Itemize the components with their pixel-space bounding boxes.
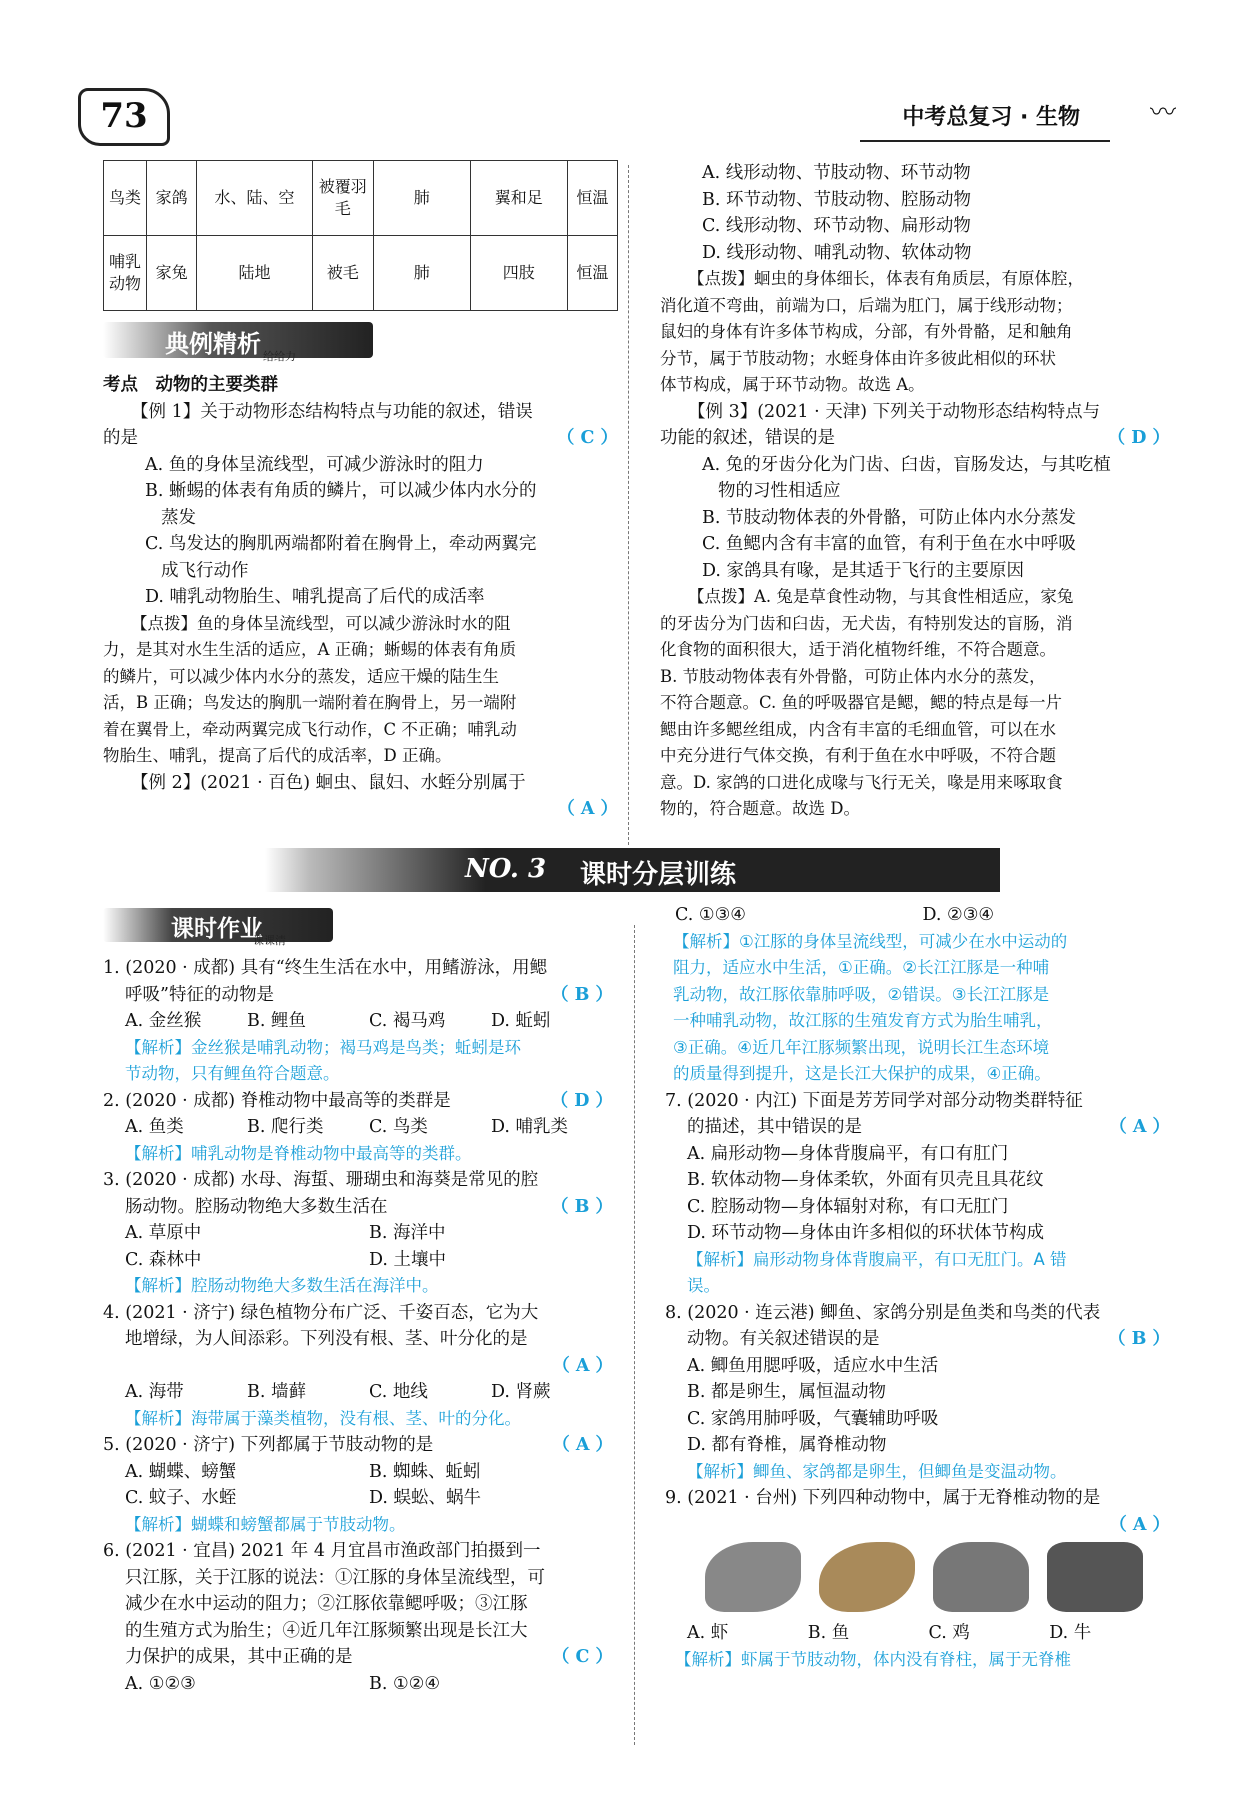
section-heading-homework bbox=[103, 908, 333, 947]
page-number: 73 bbox=[78, 88, 170, 146]
option-row bbox=[103, 1008, 613, 1035]
answer: （ B ） bbox=[551, 984, 613, 1005]
option: C. ①③④ bbox=[675, 905, 746, 925]
option: B. 蜘蛛、蚯蚓 bbox=[369, 1461, 481, 1482]
example-note bbox=[660, 266, 1170, 399]
option-cont: 蒸发 bbox=[161, 507, 196, 528]
question-stem: 9. (2021 · 台州) 下列四种动物中，属于无脊椎动物的是 bbox=[665, 1488, 1101, 1508]
question-stem: 动物。有关叙述错误的是 （ B ） bbox=[665, 1326, 1170, 1353]
note-line: 物胎生、哺乳，提高了后代的成活率，D 正确。 bbox=[103, 746, 452, 765]
question-stem: 地增绿，为人间添彩。下列没有根、茎、叶分化的是 bbox=[125, 1329, 528, 1349]
option-row bbox=[665, 1620, 1170, 1647]
note-line: 【点拨】蛔虫的身体细长，体表有角质层，有原体腔， bbox=[688, 269, 1084, 288]
note-line: 不符合题意。C. 鱼的呼吸器官是鳃，鳃的特点是每一片 bbox=[660, 693, 1063, 712]
option: A. 蝴蝶、螃蟹 bbox=[125, 1461, 237, 1482]
answer: （ B ） bbox=[1108, 1329, 1170, 1349]
question-stem: 2. (2020 · 成都) 脊椎动物中最高等的类群是 （ D ） bbox=[103, 1088, 613, 1115]
question-stem: 6. (2021 · 宜昌) 2021 年 4 月宜昌市渔政部门拍摄到一 bbox=[103, 1541, 541, 1561]
option-row bbox=[665, 902, 1170, 929]
note-line: 鳃由许多鳃丝组成，内含有丰富的毛细血管，可以在水 bbox=[660, 719, 1056, 739]
analysis: 阻力，适应水中生活，①正确。②长江江豚是一种哺 bbox=[673, 958, 1050, 977]
question-stem: 只江豚，关于江豚的说法：①江豚的身体呈流线型，可 bbox=[125, 1567, 545, 1588]
option: D. 哺乳动物胎生、哺乳提高了后代的成活率 bbox=[145, 587, 485, 607]
option: C. 腔肠动物—身体辐射对称，有口无肛门 bbox=[687, 1196, 1009, 1217]
option: A. 扁形动物—身体背腹扁平，有口有肛门 bbox=[687, 1143, 1009, 1164]
header-rule bbox=[860, 140, 1110, 142]
note-line: 的鳞片，可以减少体内水分的蒸发，适应干燥的陆生生 bbox=[103, 666, 499, 686]
answer: （ D ） bbox=[1107, 428, 1170, 448]
table-row bbox=[104, 161, 618, 236]
answer: （ A ） bbox=[552, 1435, 613, 1455]
note-line: 分节，属于节肢动物；水蛭身体由许多彼此相似的环状 bbox=[660, 348, 1056, 368]
option: B. 鲤鱼 bbox=[247, 1011, 306, 1031]
option: B. 环节动物、节肢动物、腔肠动物 bbox=[702, 189, 971, 210]
banner-title: 课时分层训练 bbox=[580, 860, 737, 890]
note-line: 力，是其对水生生活的适应，A 正确；蜥蜴的体表有角质 bbox=[103, 640, 517, 659]
bird-icon: 〰 bbox=[1149, 98, 1176, 128]
note-line: 意。D. 家鸽的口进化成喙与飞行无关，喙是用来啄取食 bbox=[660, 772, 1063, 792]
section-title: 典例精析 bbox=[165, 330, 261, 358]
option: B. ①②④ bbox=[369, 1673, 441, 1694]
answer: （ B ） bbox=[551, 1196, 613, 1217]
column-divider bbox=[634, 925, 636, 1745]
option: D. 线形动物、哺乳动物、软体动物 bbox=[702, 242, 972, 263]
question-stem: 4. (2021 · 济宁) 绿色植物分布广泛、千姿百态，它为大 bbox=[103, 1302, 539, 1323]
note-line: 活，B 正确；鸟发达的胸肌一端附着在胸骨上，另一端附 bbox=[103, 693, 517, 712]
note-line: 鼠妇的身体有许多体节构成，分部，有外骨骼，足和触角 bbox=[660, 322, 1073, 341]
answer: （ C ） bbox=[556, 428, 618, 448]
table-cell: 哺乳动物 bbox=[104, 236, 147, 311]
table-cell: 翼和足 bbox=[470, 161, 567, 236]
option: A. 鱼的身体呈流线型，可减少游泳时的阻力 bbox=[145, 454, 484, 475]
option: D. ②③④ bbox=[922, 905, 995, 925]
banner-number: NO. 3 bbox=[465, 854, 547, 884]
option: A. 线形动物、节肢动物、环节动物 bbox=[702, 163, 971, 183]
option: B. 节肢动物体表的外骨骼，可防止体内水分蒸发 bbox=[702, 507, 1076, 528]
section-subtitle: 课课清 bbox=[253, 934, 286, 947]
left-column-questions bbox=[103, 955, 613, 1697]
table-cell: 恒温 bbox=[567, 161, 617, 236]
right-column-examples bbox=[660, 160, 1170, 823]
question-stem: 力保护的成果，其中正确的是 （ C ） bbox=[103, 1644, 613, 1671]
answer: （ A ） bbox=[1109, 1514, 1170, 1535]
example-note bbox=[103, 611, 618, 770]
question-stem: 呼吸”特征的动物是 （ B ） bbox=[103, 982, 613, 1009]
question-stem: 的描述，其中错误的是 （ A ） bbox=[665, 1114, 1170, 1141]
table-cell: 鸟类 bbox=[104, 161, 147, 236]
option: A. 鲫鱼用腮呼吸，适应水中生活 bbox=[687, 1355, 939, 1376]
option: D. 蚯蚓 bbox=[491, 1011, 551, 1031]
option-row bbox=[103, 1379, 613, 1406]
right-column-questions bbox=[665, 902, 1170, 1673]
note-line: 体节构成，属于环节动物。故选 A。 bbox=[660, 375, 925, 394]
animal-images bbox=[665, 1542, 1170, 1620]
answer: （ A ） bbox=[557, 799, 618, 819]
question-stem: 1. (2020 · 成都) 具有“终生生活在水中，用鳍游泳，用鳃 bbox=[103, 958, 548, 978]
analysis: 节动物，只有鲤鱼符合题意。 bbox=[125, 1064, 340, 1083]
analysis: 【解析】扁形动物身体背腹扁平，有口无肛门。A 错 bbox=[687, 1249, 1067, 1269]
table-cell: 家鸽 bbox=[147, 161, 197, 236]
answer-line bbox=[103, 1353, 613, 1380]
option-row bbox=[103, 1114, 613, 1141]
analysis: 【解析】哺乳动物是脊椎动物中最高等的类群。 bbox=[125, 1143, 472, 1163]
example-stem: 【例 1】关于动物形态结构特点与功能的叙述，错误 bbox=[131, 401, 533, 422]
section-subtitle: 给给力 bbox=[263, 350, 296, 363]
option: B. 墙藓 bbox=[247, 1382, 306, 1402]
shrimp-image bbox=[705, 1542, 801, 1612]
note-line: 消化道不弯曲，前端为口，后端为肛门，属于线形动物； bbox=[660, 295, 1073, 315]
analysis: 乳动物，故江豚依靠肺呼吸，②错误。③长江江豚是 bbox=[673, 984, 1050, 1004]
note-line: 的牙齿分为门齿和臼齿，无犬齿，有特别发达的盲肠，消 bbox=[660, 613, 1073, 633]
note-line: 化食物的面积很大，适于消化植物纤维，不符合题意。 bbox=[660, 640, 1056, 659]
question-stem: 5. (2020 · 济宁) 下列都属于节肢动物的是 （ A ） bbox=[103, 1432, 613, 1459]
section-heading-examples bbox=[103, 322, 373, 363]
answer: （ C ） bbox=[551, 1647, 613, 1667]
section-title: 课时作业 bbox=[171, 916, 263, 942]
analysis: 【解析】鲫鱼、家鸽都是卵生，但鲫鱼是变温动物。 bbox=[687, 1461, 1067, 1481]
note-line: 【点拨】鱼的身体呈流线型，可以减少游泳时水的阻 bbox=[131, 613, 511, 633]
option: C. 鸟类 bbox=[369, 1117, 428, 1137]
option: D. 牛 bbox=[1049, 1623, 1092, 1643]
option: A. 金丝猴 bbox=[125, 1011, 202, 1031]
cow-image bbox=[1047, 1542, 1143, 1612]
option: A. 海带 bbox=[125, 1382, 184, 1402]
question-stem: 8. (2020 · 连云港) 鲫鱼、家鸽分别是鱼类和鸟类的代表 bbox=[665, 1302, 1101, 1323]
option: D. 土壤中 bbox=[369, 1249, 447, 1270]
note-line: 着在翼骨上，牵动两翼完成飞行动作，C 不正确；哺乳动 bbox=[103, 719, 517, 739]
left-column-examples bbox=[103, 372, 618, 823]
example-stem: 【例 3】(2021 · 天津) 下列关于动物形态结构特点与 bbox=[688, 401, 1101, 422]
rooster-image bbox=[933, 1542, 1029, 1612]
option: A. 兔的牙齿分化为门齿、臼齿，盲肠发达，与其吃植 bbox=[702, 454, 1111, 475]
question-stem: 的生殖方式为胎生；④近几年江豚频繁出现是长江大 bbox=[125, 1620, 528, 1641]
option: C. 褐马鸡 bbox=[369, 1011, 446, 1031]
option-cont: 物的习性相适应 bbox=[718, 481, 841, 501]
option-row bbox=[103, 1485, 613, 1512]
option: D. 都有脊椎，属脊椎动物 bbox=[687, 1435, 887, 1455]
option: B. 爬行类 bbox=[247, 1117, 324, 1137]
option: C. 蚊子、水蛭 bbox=[125, 1488, 237, 1508]
option: B. 海洋中 bbox=[369, 1223, 446, 1243]
option: D. 环节动物—身体由许多相似的环状体节构成 bbox=[687, 1223, 1045, 1243]
option: A. 草原中 bbox=[125, 1223, 202, 1243]
answer: （ A ） bbox=[1109, 1117, 1170, 1137]
answer-line bbox=[665, 1512, 1170, 1539]
analysis: 误。 bbox=[687, 1276, 720, 1295]
kaodian: 考点 动物的主要类群 bbox=[103, 375, 278, 395]
analysis: 【解析】腔肠动物绝大多数生活在海洋中。 bbox=[125, 1276, 439, 1295]
answer: （ D ） bbox=[550, 1090, 613, 1111]
option: C. 鱼鳃内含有丰富的血管，有利于鱼在水中呼吸 bbox=[702, 534, 1076, 554]
analysis: 【解析】海带属于藻类植物，没有根、茎、叶的分化。 bbox=[125, 1408, 521, 1428]
option-row bbox=[103, 1459, 613, 1486]
option: B. 都是卵生，属恒温动物 bbox=[687, 1382, 886, 1402]
question-stem: 肠动物。腔肠动物绝大多数生活在 （ B ） bbox=[103, 1194, 613, 1221]
table-cell: 被毛 bbox=[312, 236, 373, 311]
option: B. 蜥蜴的体表有角质的鳞片，可以减少体内水分的 bbox=[145, 481, 537, 501]
column-divider bbox=[628, 165, 630, 845]
example-stem: 的是 （ C ） bbox=[103, 425, 618, 452]
option-cont: 成飞行动作 bbox=[161, 560, 249, 581]
example-stem: 功能的叙述，错误的是 （ D ） bbox=[660, 425, 1170, 452]
note-line: 【点拨】A. 兔是草食性动物，与其食性相适应，家兔 bbox=[688, 587, 1074, 606]
option-row bbox=[103, 1220, 613, 1247]
table-cell: 水、陆、空 bbox=[197, 161, 312, 236]
answer: （ A ） bbox=[552, 1355, 613, 1376]
example-answer-line bbox=[103, 796, 618, 823]
analysis: 【解析】蝴蝶和螃蟹都属于节肢动物。 bbox=[125, 1514, 406, 1534]
fish-image bbox=[819, 1542, 915, 1612]
table-cell: 肺 bbox=[373, 161, 470, 236]
option: B. 软体动物—身体柔软，外面有贝壳且具花纹 bbox=[687, 1170, 1044, 1190]
question-stem: 3. (2020 · 成都) 水母、海蜇、珊瑚虫和海葵是常见的腔 bbox=[103, 1170, 539, 1190]
option: B. 鱼 bbox=[807, 1623, 850, 1643]
option: D. 肾蕨 bbox=[491, 1382, 551, 1402]
animal-table bbox=[103, 160, 618, 311]
question-stem: 减少在水中运动的阻力；②江豚依靠鳃呼吸；③江豚 bbox=[125, 1594, 528, 1614]
question-stem: 7. (2020 · 内江) 下面是芳芳同学对部分动物类群特征 bbox=[665, 1090, 1083, 1111]
table-row bbox=[104, 236, 618, 311]
table-cell: 恒温 bbox=[567, 236, 617, 311]
note-line: B. 节肢动物体表有外骨骼，可防止体内水分的蒸发， bbox=[660, 666, 1046, 686]
option: A. 鱼类 bbox=[125, 1117, 184, 1137]
analysis: 的质量得到提升，这是长江大保护的成果，④正确。 bbox=[673, 1064, 1051, 1083]
table-cell: 家兔 bbox=[147, 236, 197, 311]
analysis: 【解析】虾属于节肢动物，体内没有脊柱，属于无脊椎 bbox=[675, 1649, 1071, 1669]
analysis: ③正确。④近几年江豚频繁出现，说明长江生态环境 bbox=[673, 1037, 1050, 1057]
analysis: 一种哺乳动物，故江豚的生殖发育方式为胎生哺乳， bbox=[673, 1011, 1053, 1030]
option: A. ①②③ bbox=[125, 1673, 196, 1694]
option: D. 蜈蚣、蜗牛 bbox=[369, 1488, 482, 1508]
option-row bbox=[103, 1247, 613, 1274]
option: A. 虾 bbox=[687, 1623, 729, 1643]
analysis: 【解析】金丝猴是哺乳动物；褐马鸡是鸟类；蚯蚓是环 bbox=[125, 1037, 521, 1057]
option: C. 鸡 bbox=[928, 1623, 970, 1643]
analysis: 【解析】①江豚的身体呈流线型，可减少在水中运动的 bbox=[673, 931, 1068, 951]
option: C. 鸟发达的胸肌两端都附着在胸骨上，牵动两翼完 bbox=[145, 534, 537, 554]
option: C. 线形动物、环节动物、扁形动物 bbox=[702, 216, 971, 236]
table-cell: 被覆羽毛 bbox=[312, 161, 373, 236]
option: D. 哺乳类 bbox=[491, 1117, 569, 1137]
section-banner bbox=[265, 848, 1000, 892]
note-line: 中充分进行气体交换，有利于鱼在水中呼吸，不符合题 bbox=[660, 746, 1056, 765]
option: D. 家鸽具有喙，是其适于飞行的主要原因 bbox=[702, 560, 1025, 581]
option: C. 地线 bbox=[369, 1382, 428, 1402]
table-cell: 陆地 bbox=[197, 236, 312, 311]
option: C. 家鸽用肺呼吸，气囊辅助呼吸 bbox=[687, 1408, 939, 1429]
header-title: 中考总复习 · 生物 bbox=[902, 105, 1080, 130]
option: C. 森林中 bbox=[125, 1249, 202, 1270]
table-cell: 四肢 bbox=[470, 236, 567, 311]
note-line: 物的，符合题意。故选 D。 bbox=[660, 799, 860, 818]
option-row bbox=[103, 1671, 613, 1698]
table-cell: 肺 bbox=[373, 236, 470, 311]
example-note bbox=[660, 584, 1170, 823]
example-stem: 【例 2】(2021 · 百色) 蛔虫、鼠妇、水蛭分别属于 bbox=[131, 772, 526, 793]
